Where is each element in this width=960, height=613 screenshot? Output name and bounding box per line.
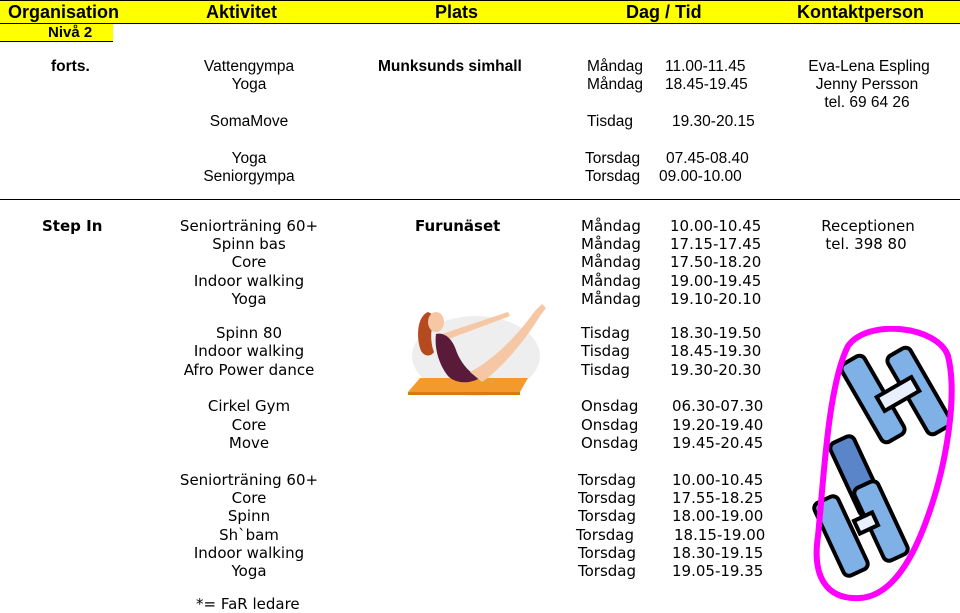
level-label [0, 24, 113, 42]
block2-activity-5: Spinn 80 [215, 324, 283, 342]
block2-activity-3: Indoor walking [193, 272, 305, 290]
block-divider [0, 199, 960, 200]
block2-time-13: 18.00-19.00 [672, 507, 764, 525]
block1-contact-1: Jenny Persson [815, 76, 919, 93]
block1-time-0: 11.00-11.45 [665, 58, 746, 75]
block2-activity-8: Cirkel Gym [207, 397, 291, 415]
block1-time-4: 09.00-10.00 [659, 168, 742, 185]
block2-day-11: Torsdag [578, 471, 637, 489]
block1-organisation: forts. [51, 58, 90, 75]
block2-day-0: Måndag [581, 217, 641, 235]
block1-time-3: 07.45-08.40 [666, 150, 749, 167]
block2-activity-10: Move [228, 434, 270, 452]
block1-contact-2: tel. 69 64 26 [824, 94, 910, 111]
block2-time-9: 19.20-19.40 [672, 416, 764, 434]
block2-activity-4: Yoga [231, 290, 267, 308]
block2-time-7: 19.30-20.30 [670, 361, 762, 379]
block1-day-0: Måndag [587, 58, 644, 75]
block2-activity-2: Core [231, 253, 267, 271]
block2-activity-15: Indoor walking [193, 544, 305, 562]
block1-day-2: Tisdag [587, 113, 633, 130]
block2-activity-1: Spinn bas [212, 235, 286, 253]
block2-activity-7: Afro Power dance [183, 361, 315, 379]
level-text: Nivå 2 [48, 24, 93, 41]
block2-day-9: Onsdag [581, 416, 639, 434]
block1-day-4: Torsdag [585, 168, 641, 185]
block2-day-13: Torsdag [578, 507, 637, 525]
block2-day-2: Måndag [581, 253, 641, 271]
block2-organisation: Step In [42, 217, 103, 235]
block1-activity-4: Seniorgympa [203, 168, 295, 185]
block2-day-3: Måndag [581, 272, 641, 290]
block1-time-2: 19.30-20.15 [672, 113, 755, 130]
block2-day-4: Måndag [581, 290, 641, 308]
block2-time-15: 18.30-19.15 [672, 544, 764, 562]
block2-time-16: 19.05-19.35 [672, 562, 764, 580]
block2-time-4: 19.10-20.10 [670, 290, 762, 308]
block1-plats: Munksunds simhall [378, 58, 522, 75]
yoga-woman-illustration [400, 298, 560, 400]
block2-activity-14: Sh`bam [219, 526, 279, 544]
block2-activity-13: Spinn [227, 507, 271, 525]
block2-day-15: Torsdag [578, 544, 637, 562]
block2-day-7: Tisdag [581, 361, 630, 379]
block2-activity-6: Indoor walking [193, 342, 305, 360]
block1-activity-3: Yoga [231, 150, 267, 167]
table-header [0, 0, 960, 24]
block2-time-3: 19.00-19.45 [670, 272, 762, 290]
block1-activity-0: Vattengympa [203, 58, 295, 75]
block2-contact-0: Receptionen [821, 217, 915, 235]
block2-time-11: 10.00-10.45 [672, 471, 764, 489]
block2-day-5: Tisdag [581, 324, 630, 342]
block2-day-6: Tisdag [581, 342, 630, 360]
block2-day-16: Torsdag [578, 562, 637, 580]
block2-time-12: 17.55-18.25 [672, 489, 764, 507]
block1-day-3: Torsdag [585, 150, 641, 167]
block1-day-1: Måndag [587, 76, 644, 93]
header-aktivitet: Aktivitet [206, 2, 278, 22]
block2-activity-11: Seniorträning 60+ [179, 471, 319, 489]
header-plats: Plats [435, 2, 479, 22]
block2-time-6: 18.45-19.30 [670, 342, 762, 360]
block2-time-8: 06.30-07.30 [672, 397, 764, 415]
block2-time-0: 10.00-10.45 [670, 217, 762, 235]
header-dag-tid: Dag / Tid [626, 2, 702, 22]
block2-day-12: Torsdag [578, 489, 637, 507]
block2-day-1: Måndag [581, 235, 641, 253]
block2-activity-0: Seniorträning 60+ [179, 217, 319, 235]
block2-day-14: Torsdag [576, 526, 635, 544]
header-organisation: Organisation [8, 2, 120, 22]
block2-day-10: Onsdag [581, 434, 639, 452]
block2-activity-16: Yoga [231, 562, 267, 580]
block2-contact-1: tel. 398 80 [825, 235, 907, 253]
dumbbells-illustration [808, 326, 958, 608]
block2-time-1: 17.15-17.45 [670, 235, 762, 253]
block1-time-1: 18.45-19.45 [665, 76, 748, 93]
block2-activity-12: Core [231, 489, 267, 507]
block2-time-5: 18.30-19.50 [670, 324, 762, 342]
block1-contact-0: Eva-Lena Espling [808, 58, 930, 75]
block2-day-8: Onsdag [581, 397, 639, 415]
footnote: *= FaR ledare [196, 595, 300, 613]
block1-activity-2: SomaMove [209, 113, 289, 130]
block2-time-2: 17.50-18.20 [670, 253, 762, 271]
block1-activity-1: Yoga [231, 76, 267, 93]
block2-activity-9: Core [231, 416, 267, 434]
block2-plats: Furunäset [415, 217, 501, 235]
block2-time-10: 19.45-20.45 [672, 434, 764, 452]
header-kontaktperson: Kontaktperson [797, 2, 925, 22]
block2-time-14: 18.15-19.00 [674, 526, 766, 544]
